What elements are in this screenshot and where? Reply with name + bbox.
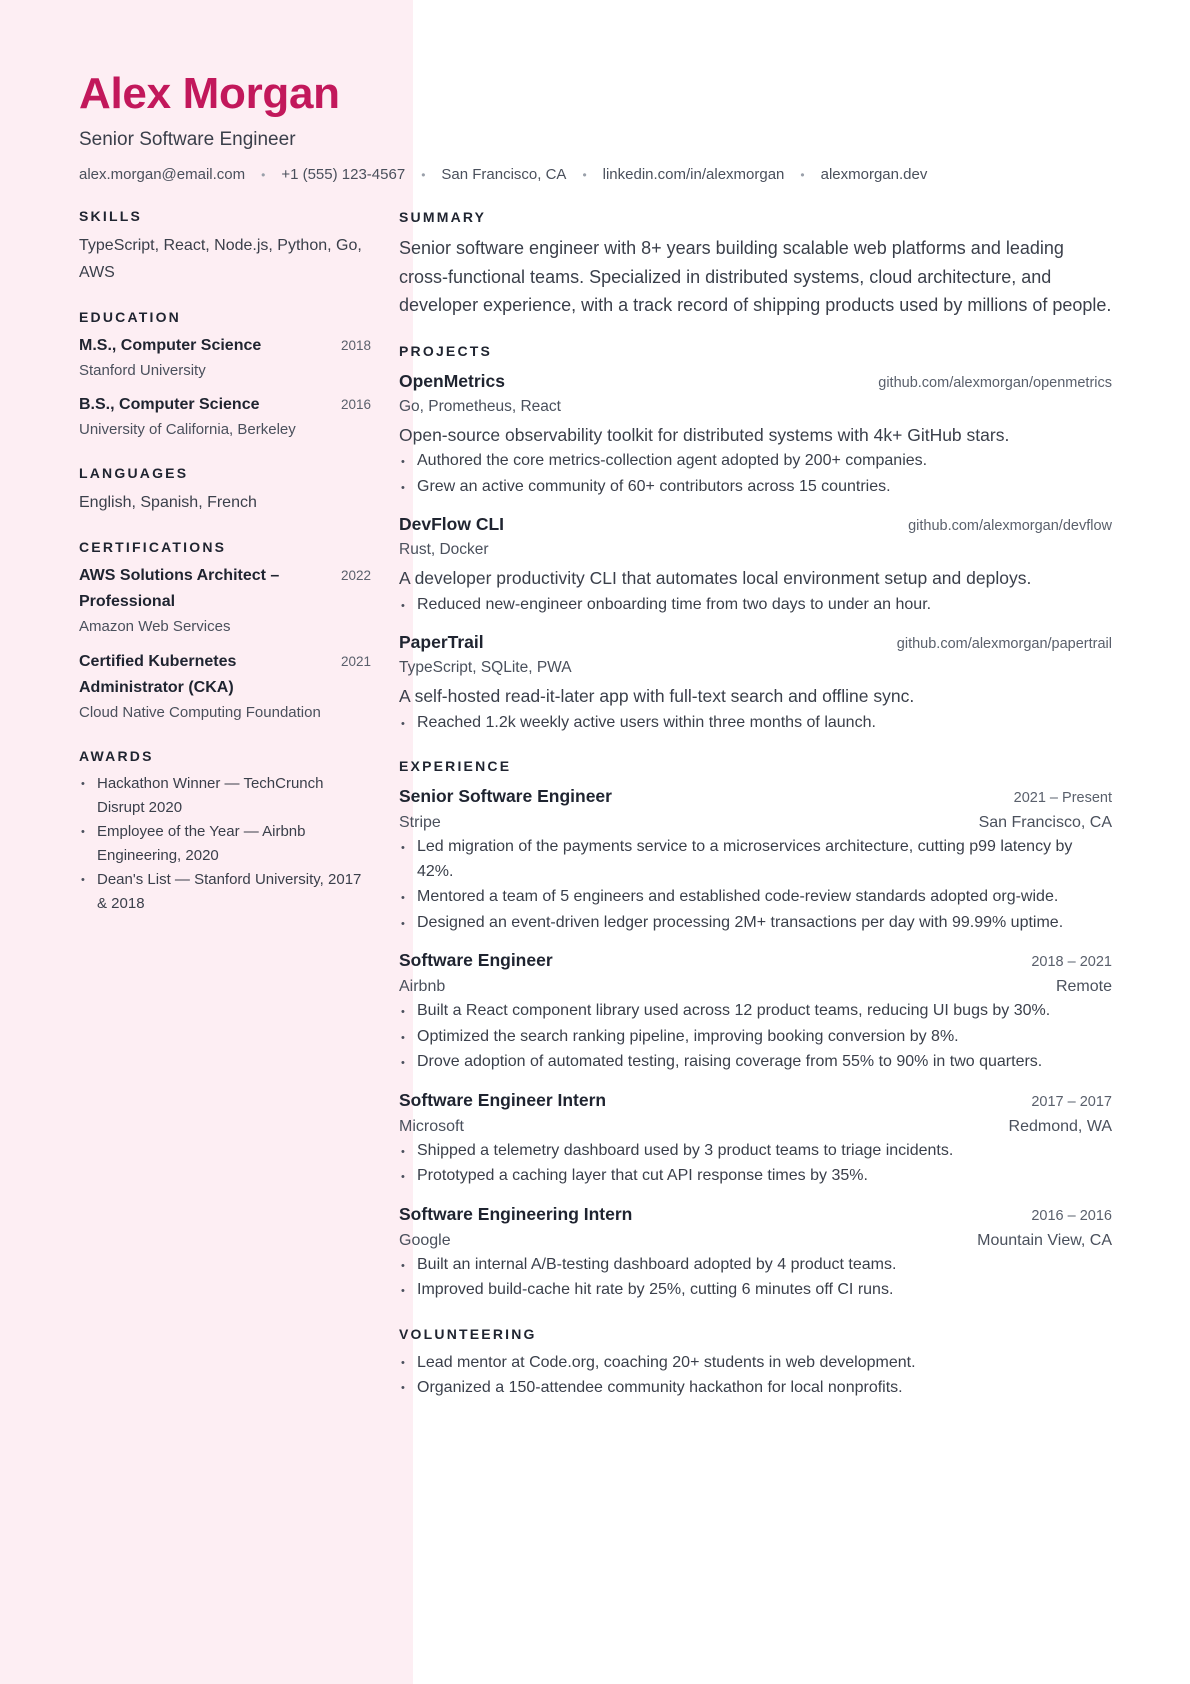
section-title: PROJECTS xyxy=(399,342,493,359)
list-item: • Built an internal A/B-testing dashboard adopted by 4 product teams. xyxy=(399,1253,1112,1278)
languages-text: English, Spanish, French xyxy=(79,494,257,511)
certification-item xyxy=(79,563,371,639)
experience-item xyxy=(399,1201,1112,1303)
certification-year: 2021 xyxy=(340,654,371,669)
skills-text: TypeScript, React, Node.js, Python, Go, AWS xyxy=(79,237,362,281)
certification-year: 2022 xyxy=(340,568,371,583)
job-bullets xyxy=(399,835,1112,935)
job-location: Mountain View, CA xyxy=(977,1231,1112,1249)
contact-phone[interactable]: +1 (555) 123-4567 xyxy=(281,166,406,183)
project-item xyxy=(399,511,1112,617)
job-dates: 2021 – Present xyxy=(1013,790,1112,806)
job-dates: 2018 – 2021 xyxy=(1031,954,1112,970)
list-item: • Drove adoption of automated testing, raising coverage from 55% to 90% in two quarters. xyxy=(399,1050,1112,1075)
main-content xyxy=(399,208,1112,1423)
awards-list xyxy=(79,772,371,916)
contact-linkedin[interactable]: linkedin.com/in/alexmorgan xyxy=(602,166,785,183)
job-company: Microsoft xyxy=(399,1117,464,1135)
degree: B.S., Computer Science xyxy=(79,396,260,413)
summary-text: Senior software engineer with 8+ years building scalable web platforms and leading cross-functional teams. Specialized in distributed systems, cloud architecture, and developer experience, with a track record of shipping products used by millions of people. xyxy=(399,238,1112,315)
list-item: • Designed an event-driven ledger processing 2M+ transactions per day with 99.99% uptime. xyxy=(399,911,1112,936)
sidebar xyxy=(79,207,371,938)
job-location: San Francisco, CA xyxy=(978,814,1112,831)
section-title: SUMMARY xyxy=(399,209,487,225)
education-item xyxy=(79,333,371,383)
education-item xyxy=(79,392,371,442)
contact-separator: • xyxy=(261,167,266,182)
section-title: EXPERIENCE xyxy=(399,758,512,774)
section-title: LANGUAGES xyxy=(79,465,189,481)
list-item: • Optimized the search ranking pipeline, improving booking conversion by 8%. xyxy=(399,1025,1112,1050)
experience-item xyxy=(399,947,1112,1075)
list-item: • Authored the core metrics-collection agent adopted by 200+ companies. xyxy=(399,449,1112,474)
projects-section xyxy=(399,342,1112,736)
certification-name: AWS Solutions Architect – Professional xyxy=(79,567,280,610)
job-bullets xyxy=(399,1139,1112,1189)
certifications-section xyxy=(79,538,371,725)
experience-item xyxy=(399,783,1112,935)
experience-section xyxy=(399,757,1112,1303)
contact-location: San Francisco, CA xyxy=(441,166,567,183)
certification-issuer: Cloud Native Computing Foundation xyxy=(79,704,321,721)
list-item: • Reached 1.2k weekly active users within three months of launch. xyxy=(399,711,1112,736)
awards-section xyxy=(79,747,371,916)
project-description: A developer productivity CLI that automates local environment setup and deploys. xyxy=(399,568,1032,588)
job-company: Stripe xyxy=(399,814,441,831)
candidate-title: Senior Software Engineer xyxy=(79,129,296,150)
job-role: Senior Software Engineer xyxy=(399,786,612,806)
job-location: Redmond, WA xyxy=(1008,1117,1112,1135)
project-description: A self-hosted read-it-later app with full-text search and offline sync. xyxy=(399,686,915,706)
list-item: • Built a React component library used across 12 product teams, reducing UI bugs by 30%. xyxy=(399,999,1112,1024)
contact-line xyxy=(79,166,1119,183)
list-item: • Grew an active community of 60+ contributors across 15 countries. xyxy=(399,475,1112,500)
section-title: VOLUNTEERING xyxy=(399,1325,537,1342)
job-role: Software Engineering Intern xyxy=(399,1203,633,1224)
project-tech: Go, Prometheus, React xyxy=(399,397,561,415)
school: University of California, Berkeley xyxy=(79,421,296,438)
summary-section xyxy=(399,208,1112,320)
job-dates: 2016 – 2016 xyxy=(1031,1207,1112,1224)
section-title: CERTIFICATIONS xyxy=(79,539,227,555)
candidate-name: Alex Morgan xyxy=(79,69,340,118)
job-bullets xyxy=(399,1253,1112,1303)
project-bullets xyxy=(399,593,1112,618)
list-item: • Lead mentor at Code.org, coaching 20+ students in web development. xyxy=(399,1351,1112,1376)
list-item: • Shipped a telemetry dashboard used by 3 product teams to triage incidents. xyxy=(399,1139,1112,1164)
section-title: SKILLS xyxy=(79,208,142,224)
volunteering-list xyxy=(399,1351,1112,1401)
project-item xyxy=(399,629,1112,735)
project-link[interactable]: github.com/alexmorgan/openmetrics xyxy=(878,374,1112,391)
award-item: • Employee of the Year — Airbnb Engineering, 2020 xyxy=(79,820,371,868)
project-description: Open-source observability toolkit for distributed systems with 4k+ GitHub stars. xyxy=(399,424,1010,445)
contact-separator: • xyxy=(800,167,805,182)
education-year: 2018 xyxy=(340,338,371,353)
job-company: Airbnb xyxy=(399,978,446,995)
contact-email[interactable]: alex.morgan@email.com xyxy=(79,166,246,183)
project-name: DevFlow CLI xyxy=(399,514,505,534)
list-item: • Improved build-cache hit rate by 25%, cutting 6 minutes off CI runs. xyxy=(399,1278,1112,1303)
resume-header xyxy=(79,66,1119,183)
education-section xyxy=(79,308,371,442)
project-link[interactable]: github.com/alexmorgan/papertrail xyxy=(896,636,1112,652)
award-item: • Dean's List — Stanford University, 2017 & 2018 xyxy=(79,868,371,916)
job-company: Google xyxy=(399,1231,451,1249)
list-item: • Prototyped a caching layer that cut API response times by 35%. xyxy=(399,1164,1112,1189)
certification-name: Certified Kubernetes Administrator (CKA) xyxy=(79,653,237,696)
project-tech: TypeScript, SQLite, PWA xyxy=(399,659,572,676)
job-role: Software Engineer Intern xyxy=(399,1089,607,1110)
project-link[interactable]: github.com/alexmorgan/devflow xyxy=(908,518,1112,534)
contact-website[interactable]: alexmorgan.dev xyxy=(820,166,928,183)
job-role: Software Engineer xyxy=(399,950,553,970)
certification-issuer: Amazon Web Services xyxy=(79,618,231,635)
project-name: OpenMetrics xyxy=(399,370,505,391)
project-bullets xyxy=(399,711,1112,736)
contact-separator: • xyxy=(582,167,587,182)
section-title: EDUCATION xyxy=(79,309,181,325)
contact-separator: • xyxy=(421,167,426,182)
job-dates: 2017 – 2017 xyxy=(1031,1093,1112,1110)
job-location: Remote xyxy=(1055,978,1112,995)
award-item: • Hackathon Winner — TechCrunch Disrupt 2020 xyxy=(79,772,371,820)
project-item xyxy=(399,368,1112,500)
list-item: • Reduced new-engineer onboarding time from two days to under an hour. xyxy=(399,593,1112,618)
languages-section xyxy=(79,464,371,516)
job-bullets xyxy=(399,999,1112,1075)
school: Stanford University xyxy=(79,362,206,379)
experience-item xyxy=(399,1087,1112,1189)
education-year: 2016 xyxy=(340,397,371,412)
list-item: • Mentored a team of 5 engineers and established code-review standards adopted org-wide. xyxy=(399,885,1112,910)
volunteering-section xyxy=(399,1325,1112,1401)
skills-section xyxy=(79,207,371,286)
section-title: AWARDS xyxy=(79,748,154,764)
list-item: • Led migration of the payments service to a microservices architecture, cutting p99 latency by 42%. xyxy=(399,835,1112,884)
project-bullets xyxy=(399,449,1112,499)
project-name: PaperTrail xyxy=(399,632,484,652)
certification-item xyxy=(79,649,371,725)
project-tech: Rust, Docker xyxy=(399,541,489,558)
list-item: • Organized a 150-attendee community hackathon for local nonprofits. xyxy=(399,1376,1112,1401)
degree: M.S., Computer Science xyxy=(79,337,262,354)
